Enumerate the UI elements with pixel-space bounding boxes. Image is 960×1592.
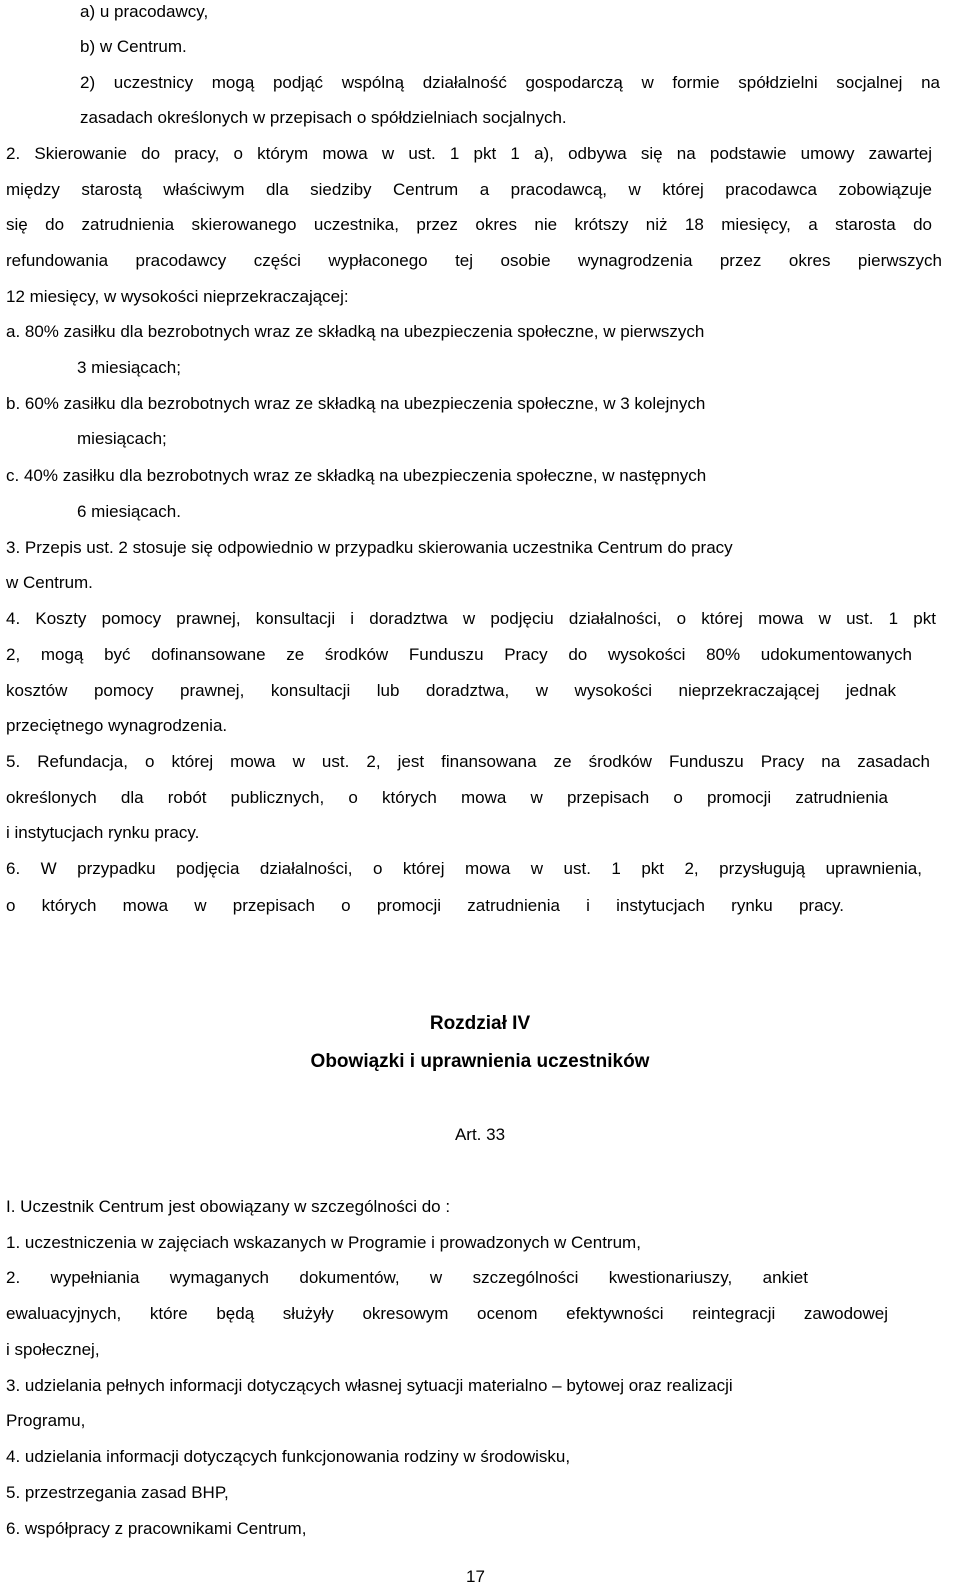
text-line: 3. Przepis ust. 2 stosuje się odpowiednio w przypadku skierowania uczestnika Centrum do pracy (6, 538, 733, 557)
list-item: 5. przestrzegania zasad BHP, (6, 1483, 229, 1502)
text-line: się do zatrudnienia skierowanego uczestnika, przez okres nie krótszy niż 18 miesięcy, a starosta do (6, 215, 932, 234)
list-item: 1. uczestniczenia w zajęciach wskazanych w Programie i prowadzonych w Centrum, (6, 1233, 641, 1252)
list-item: c. 40% zasiłku dla bezrobotnych wraz ze składką na ubezpieczenia społeczne, w następnych (6, 466, 707, 485)
list-item: 3. udzielania pełnych informacji dotyczących własnej sytuacji materialno – bytowej oraz realizacji (6, 1376, 733, 1395)
text-line: o których mowa w przepisach o promocji zatrudnienia i instytucjach rynku pracy. (6, 896, 844, 915)
text-line: między starostą właściwym dla siedziby Centrum a pracodawcą, w której pracodawca zobowiązuje (6, 180, 932, 199)
article-heading: Art. 33 (454, 1125, 506, 1144)
text-line: zasadach określonych w przepisach o spółdzielniach socjalnych. (80, 108, 567, 127)
text-line: przeciętnego wynagrodzenia. (6, 716, 228, 735)
text-line: 5. Refundacja, o której mowa w ust. 2, jest finansowana ze środków Funduszu Pracy na zasadach (6, 752, 930, 771)
text-line: 2) uczestnicy mogą podjąć wspólną działalność gospodarczą w formie spółdzielni socjalnej na (80, 73, 940, 92)
text-line: 4. Koszty pomocy prawnej, konsultacji i doradztwa w podjęciu działalności, o której mowa w ust. 1 pkt (6, 609, 936, 628)
list-item: b. 60% zasiłku dla bezrobotnych wraz ze składką na ubezpieczenia społeczne, w 3 kolejnych (6, 394, 706, 413)
text-line: 2, mogą być dofinansowane ze środków Funduszu Pracy do wysokości 80% udokumentowanych (6, 645, 912, 664)
list-item: a. 80% zasiłku dla bezrobotnych wraz ze składką na ubezpieczenia społeczne, w pierwszych (6, 322, 705, 341)
list-item: 2. wypełniania wymaganych dokumentów, w szczególności kwestionariuszy, ankiet (6, 1268, 808, 1287)
chapter-title: Rozdział IV (429, 1013, 531, 1034)
text-line: refundowania pracodawcy części wypłaconego tej osobie wynagrodzenia przez okres pierwszych (6, 251, 942, 270)
text-line: b) w Centrum. (80, 37, 187, 56)
text-line: i instytucjach rynku pracy. (6, 823, 200, 842)
text-line: 6 miesiącach. (77, 502, 181, 521)
text-line: 12 miesięcy, w wysokości nieprzekraczającej: (6, 287, 349, 306)
text-line: I. Uczestnik Centrum jest obowiązany w szczególności do : (6, 1197, 451, 1216)
text-line: 6. W przypadku podjęcia działalności, o której mowa w ust. 1 pkt 2, przysługują uprawnienia, (6, 859, 922, 878)
page-number: 17 (466, 1567, 485, 1586)
list-item: 4. udzielania informacji dotyczących funkcjonowania rodziny w środowisku, (6, 1447, 571, 1466)
text-line: 2. Skierowanie do pracy, o którym mowa w ust. 1 pkt 1 a), odbywa się na podstawie umowy zawartej (6, 144, 932, 163)
text-line: ewaluacyjnych, które będą służyły okresowym ocenom efektywności reintegracji zawodowej (6, 1304, 888, 1323)
list-item: 6. współpracy z pracownikami Centrum, (6, 1519, 307, 1538)
text-line: kosztów pomocy prawnej, konsultacji lub doradztwa, w wysokości nieprzekraczającej jednak (6, 681, 896, 700)
text-line: a) u pracodawcy, (80, 2, 209, 21)
text-line: w Centrum. (6, 573, 93, 592)
chapter-subtitle: Obowiązki i uprawnienia uczestników (310, 1051, 650, 1072)
text-line: Programu, (6, 1411, 86, 1430)
text-line: 3 miesiącach; (77, 358, 181, 377)
text-line: i społecznej, (6, 1340, 100, 1359)
text-line: miesiącach; (77, 429, 167, 448)
text-line: określonych dla robót publicznych, o których mowa w przepisach o promocji zatrudnienia (6, 788, 888, 807)
